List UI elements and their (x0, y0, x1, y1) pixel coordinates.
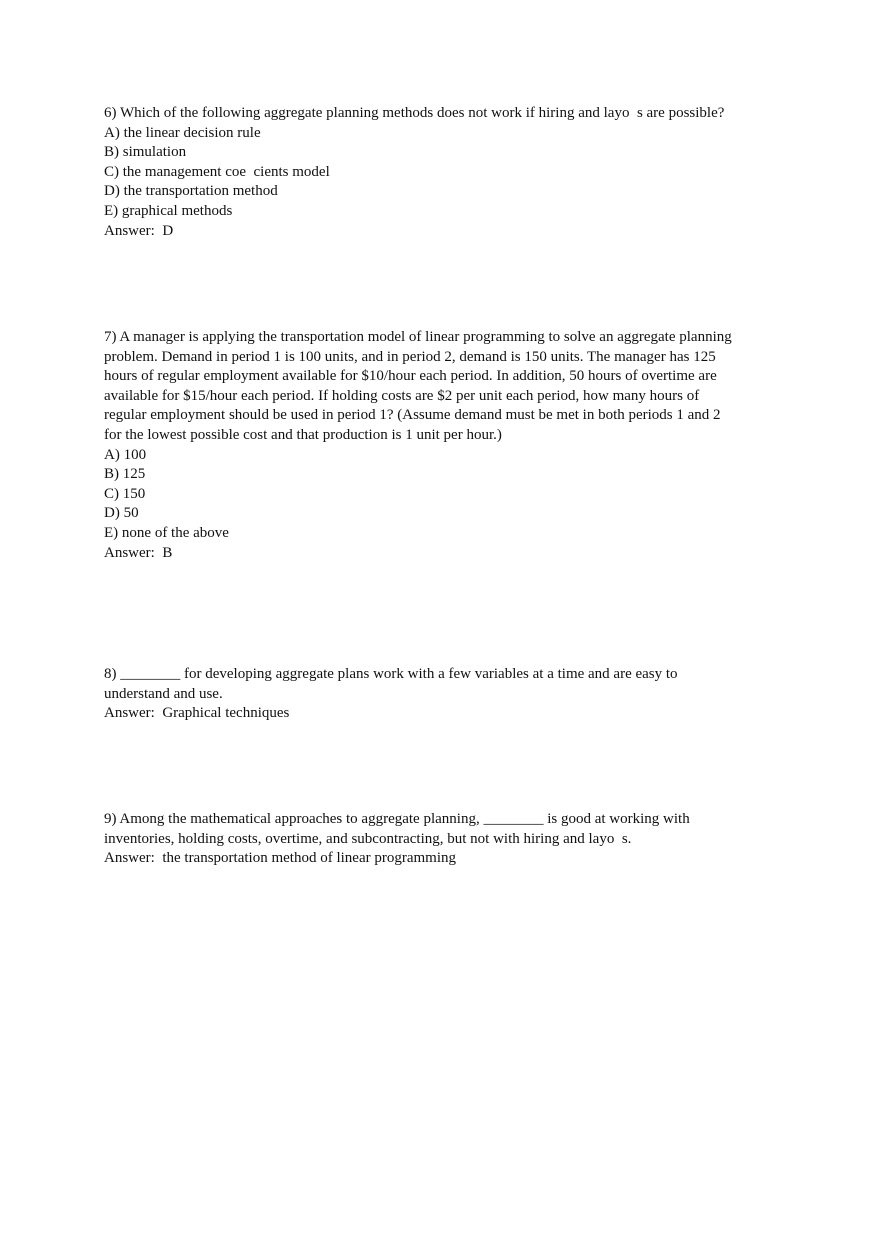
question-6 (104, 104, 784, 241)
answer-option-c: C) the management coe cients model (104, 163, 330, 180)
question-stem-line: hours of regular employment available for $10/hour each period. In addition, 50 hours of overtime are (104, 368, 717, 385)
question-stem-line: 9) Among the mathematical approaches to aggregate planning, ________ is good at working with (104, 811, 690, 827)
answer-option-a: A) the linear decision rule (104, 124, 261, 141)
question-stem-line: for the lowest possible cost and that production is 1 unit per hour.) (104, 426, 502, 443)
answer-option-e: E) none of the above (104, 524, 229, 541)
question-9 (104, 810, 784, 869)
answer-option-d: D) 50 (104, 505, 139, 522)
answer-key: Answer: Graphical techniques (104, 705, 290, 722)
question-stem-line: problem. Demand in period 1 is 100 units, and in period 2, demand is 150 units. The manager has 125 (104, 348, 716, 365)
answer-option-e: E) graphical methods (104, 202, 233, 219)
answer-option-c: C) 150 (104, 485, 146, 502)
question-stem-line: 7) A manager is applying the transportation model of linear programming to solve an aggregate planning (104, 329, 732, 345)
question-stem-line: available for $15/hour each period. If holding costs are $2 per unit each period, how many hours of (104, 387, 700, 404)
answer-key: Answer: the transportation method of linear programming (104, 850, 456, 867)
answer-option-b: B) simulation (104, 144, 187, 161)
question-stem-line: understand and use. (104, 685, 223, 702)
question-stem-line: 8) ________ for developing aggregate plans work with a few variables at a time and are easy to (104, 666, 678, 682)
answer-option-b: B) 125 (104, 466, 146, 483)
question-stem-line: 6) Which of the following aggregate planning methods does not work if hiring and layo s are possible? (104, 105, 725, 121)
answer-key: Answer: B (104, 544, 173, 561)
question-stem-line: inventories, holding costs, overtime, and subcontracting, but not with hiring and layo s. (104, 830, 632, 847)
question-8 (104, 665, 784, 724)
question-7 (104, 328, 784, 563)
question-stem-line: regular employment should be used in period 1? (Assume demand must be met in both periods 1 and 2 (104, 407, 721, 424)
answer-option-a: A) 100 (104, 446, 147, 463)
answer-key: Answer: D (104, 222, 174, 239)
answer-option-d: D) the transportation method (104, 183, 278, 200)
